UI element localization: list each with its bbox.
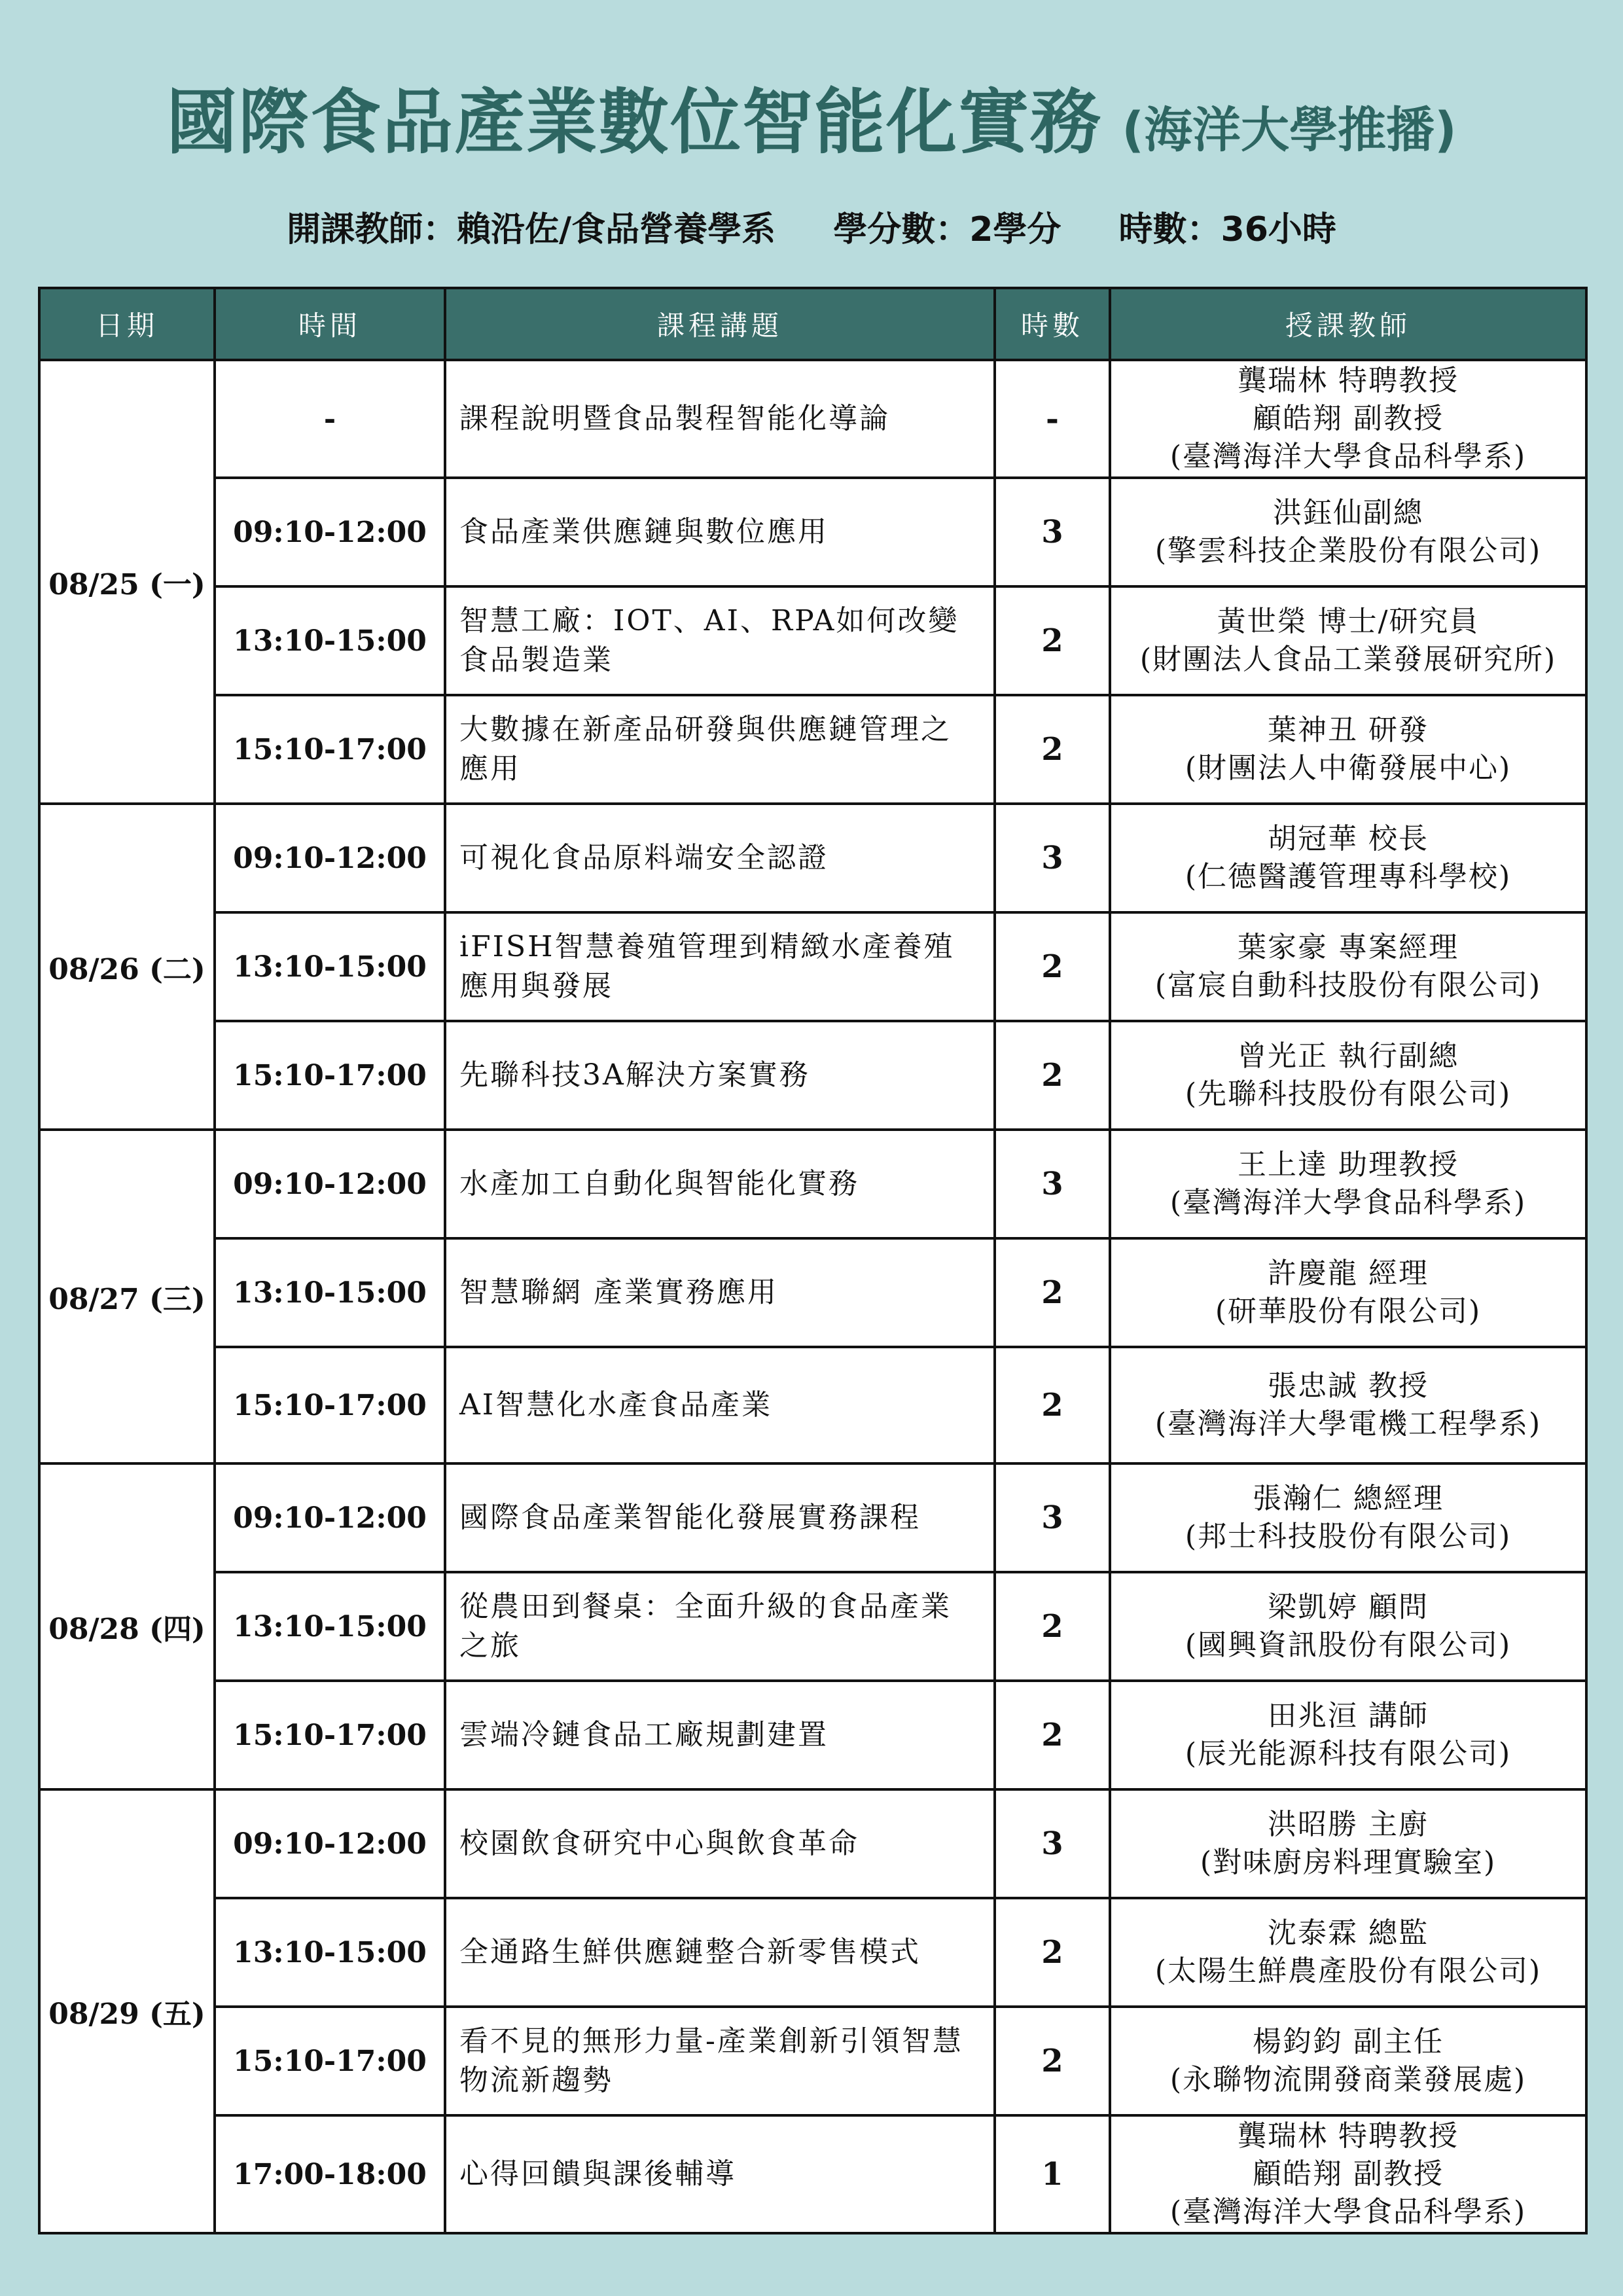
instructor-line: (擎雲科技企業股份有限公司)	[1154, 534, 1542, 567]
instructor-line: 梁凱婷 顧問	[1268, 1590, 1429, 1624]
time-cell: 15:10-17:00	[215, 1347, 445, 1463]
instructor-line: 楊鈞鈞 副主任	[1253, 2025, 1444, 2058]
course-title: 國際食品產業數位智能化實務	[166, 82, 1103, 164]
column-header-hours: 時數	[995, 288, 1110, 360]
table-row	[39, 1021, 1586, 1130]
table-row	[39, 1898, 1586, 2007]
instructor-line: 顧皓翔 副教授	[1253, 402, 1444, 435]
credits-label: 學分數：2學分	[833, 210, 1061, 249]
date-cell: 08/28 (四)	[39, 1463, 215, 1789]
instructor-cell	[1110, 1347, 1586, 1463]
schedule-table	[38, 287, 1588, 2234]
instructor-line: (對味廚房料理實驗室)	[1200, 1846, 1497, 1879]
instructor-cell	[1110, 586, 1586, 695]
course-info	[0, 202, 1623, 251]
hours-cell: 2	[995, 586, 1110, 695]
topic-cell: 國際食品產業智能化發展實務課程	[445, 1463, 995, 1572]
instructor-cell	[1110, 1898, 1586, 2007]
hours-cell: 2	[995, 1572, 1110, 1681]
instructor-line: 沈泰霖 總監	[1268, 1916, 1429, 1950]
instructor-line: (國興資訊股份有限公司)	[1185, 1628, 1512, 1662]
instructor-cell	[1110, 2115, 1586, 2233]
instructor-line: 洪鈺仙副總	[1273, 496, 1423, 529]
instructor-line: 龔瑞林 特聘教授	[1238, 2119, 1459, 2153]
table-row	[39, 586, 1586, 695]
column-header-instructor: 授課教師	[1110, 288, 1586, 360]
time-cell: 15:10-17:00	[215, 1021, 445, 1130]
time-cell: -	[215, 360, 445, 478]
instructor-line: (富宸自動科技股份有限公司)	[1154, 969, 1542, 1002]
topic-cell: 水產加工自動化與智能化實務	[445, 1130, 995, 1238]
topic-cell: iFISH智慧養殖管理到精緻水產養殖應用與發展	[445, 912, 995, 1021]
instructor-line: (辰光能源科技有限公司)	[1185, 1737, 1512, 1770]
column-header-time: 時間	[215, 288, 445, 360]
schedule-body	[39, 360, 1586, 2233]
date-cell: 08/29 (五)	[39, 1789, 215, 2233]
table-row	[39, 1572, 1586, 1681]
instructor-cell	[1110, 478, 1586, 586]
topic-cell: 智慧工廠：IOT、AI、RPA如何改變食品製造業	[445, 586, 995, 695]
instructor-line: 王上達 助理教授	[1238, 1148, 1459, 1181]
instructor-line: (邦士科技股份有限公司)	[1185, 1520, 1512, 1553]
table-row	[39, 1789, 1586, 1898]
time-cell: 09:10-12:00	[215, 804, 445, 912]
topic-cell: 從農田到餐桌：全面升級的食品產業之旅	[445, 1572, 995, 1681]
table-row	[39, 1463, 1586, 1572]
topic-cell: 校園飲食研究中心與飲食革命	[445, 1789, 995, 1898]
hours-cell: 3	[995, 1463, 1110, 1572]
instructor-line: (臺灣海洋大學食品科學系)	[1169, 1186, 1527, 1219]
instructor-cell	[1110, 912, 1586, 1021]
instructor-line: 許慶龍 經理	[1268, 1257, 1429, 1290]
hours-cell: 3	[995, 1130, 1110, 1238]
table-row	[39, 912, 1586, 1021]
hours-cell: 2	[995, 2007, 1110, 2115]
hours-cell: -	[995, 360, 1110, 478]
instructor-line: (臺灣海洋大學食品科學系)	[1169, 2195, 1527, 2229]
instructor-line: 洪昭勝 主廚	[1268, 1808, 1429, 1841]
topic-cell: 課程說明暨食品製程智能化導論	[445, 360, 995, 478]
instructor-cell	[1110, 1130, 1586, 1238]
time-cell: 09:10-12:00	[215, 478, 445, 586]
table-row	[39, 1681, 1586, 1789]
hours-cell: 2	[995, 1898, 1110, 2007]
instructor-line: 黃世榮 博士/研究員	[1217, 605, 1480, 638]
instructor-cell	[1110, 804, 1586, 912]
instructor-line: (先聯科技股份有限公司)	[1185, 1077, 1512, 1111]
time-cell: 09:10-12:00	[215, 1463, 445, 1572]
table-row	[39, 2007, 1586, 2115]
instructor-line: 張瀚仁 總經理	[1253, 1482, 1444, 1515]
time-cell: 13:10-15:00	[215, 1898, 445, 2007]
topic-cell: 心得回饋與課後輔導	[445, 2115, 995, 2233]
instructor-line: 顧皓翔 副教授	[1253, 2157, 1444, 2191]
topic-cell: 可視化食品原料端安全認證	[445, 804, 995, 912]
topic-cell: AI智慧化水產食品產業	[445, 1347, 995, 1463]
time-cell: 17:00-18:00	[215, 2115, 445, 2233]
instructor-cell	[1110, 1463, 1586, 1572]
topic-cell: 智慧聯網 產業實務應用	[445, 1238, 995, 1347]
instructor-cell	[1110, 1021, 1586, 1130]
time-cell: 09:10-12:00	[215, 1130, 445, 1238]
instructor-line: 張忠誠 教授	[1268, 1369, 1429, 1403]
instructor-cell	[1110, 695, 1586, 804]
page-title	[0, 65, 1623, 167]
hours-cell: 3	[995, 804, 1110, 912]
topic-cell: 大數據在新產品研發與供應鏈管理之應用	[445, 695, 995, 804]
hours-cell: 2	[995, 1021, 1110, 1130]
hours-cell: 2	[995, 912, 1110, 1021]
hours-cell: 2	[995, 1347, 1110, 1463]
time-cell: 15:10-17:00	[215, 2007, 445, 2115]
instructor-line: (太陽生鮮農產股份有限公司)	[1154, 1954, 1542, 1988]
hours-cell: 3	[995, 478, 1110, 586]
topic-cell: 食品產業供應鏈與數位應用	[445, 478, 995, 586]
instructor-cell	[1110, 2007, 1586, 2115]
table-row	[39, 1238, 1586, 1347]
table-row	[39, 804, 1586, 912]
topic-cell: 全通路生鮮供應鏈整合新零售模式	[445, 1898, 995, 2007]
hours-cell: 2	[995, 1681, 1110, 1789]
hours-cell: 2	[995, 1238, 1110, 1347]
time-cell: 09:10-12:00	[215, 1789, 445, 1898]
table-row	[39, 360, 1586, 478]
table-header-row	[39, 288, 1586, 360]
hours-cell: 3	[995, 1789, 1110, 1898]
instructor-line: 田兆洹 講師	[1268, 1699, 1429, 1732]
date-cell: 08/26 (二)	[39, 804, 215, 1130]
instructor-line: 葉家豪 專案經理	[1238, 931, 1459, 964]
topic-cell: 雲端冷鏈食品工廠規劃建置	[445, 1681, 995, 1789]
instructor-line: 葉神丑 研發	[1268, 713, 1429, 747]
instructor-line: 龔瑞林 特聘教授	[1238, 364, 1459, 397]
table-row	[39, 1347, 1586, 1463]
hours-cell: 2	[995, 695, 1110, 804]
instructor-cell	[1110, 1572, 1586, 1681]
course-subtitle: (海洋大學推播)	[1122, 102, 1457, 158]
table-row	[39, 2115, 1586, 2233]
instructor-cell	[1110, 360, 1586, 478]
instructor-line: (臺灣海洋大學食品科學系)	[1169, 440, 1527, 473]
time-cell: 13:10-15:00	[215, 586, 445, 695]
instructor-line: 胡冠華 校長	[1268, 822, 1429, 855]
instructor-cell	[1110, 1238, 1586, 1347]
instructor-cell	[1110, 1789, 1586, 1898]
table-row	[39, 1130, 1586, 1238]
column-header-date: 日期	[39, 288, 215, 360]
time-cell: 13:10-15:00	[215, 912, 445, 1021]
instructor-line: (仁德醫護管理專科學校)	[1185, 860, 1512, 893]
table-row	[39, 478, 1586, 586]
instructor-line: 曾光正 執行副總	[1238, 1039, 1459, 1073]
time-cell: 15:10-17:00	[215, 1681, 445, 1789]
hours-cell: 1	[995, 2115, 1110, 2233]
instructor-line: (臺灣海洋大學電機工程學系)	[1154, 1407, 1542, 1441]
teacher-label: 開課教師：賴沿佐/食品營養學系	[287, 210, 776, 249]
instructor-line: (永聯物流開發商業發展處)	[1169, 2063, 1527, 2096]
table-row	[39, 695, 1586, 804]
instructor-line: (研華股份有限公司)	[1215, 1295, 1482, 1328]
date-cell: 08/27 (三)	[39, 1130, 215, 1463]
hours-label: 時數：36小時	[1118, 210, 1336, 249]
time-cell: 13:10-15:00	[215, 1238, 445, 1347]
topic-cell: 先聯科技3A解決方案實務	[445, 1021, 995, 1130]
instructor-cell	[1110, 1681, 1586, 1789]
instructor-line: (財團法人中衛發展中心)	[1185, 751, 1512, 785]
topic-cell: 看不見的無形力量-產業創新引領智慧物流新趨勢	[445, 2007, 995, 2115]
date-cell: 08/25 (一)	[39, 360, 215, 804]
time-cell: 13:10-15:00	[215, 1572, 445, 1681]
column-header-topic: 課程講題	[445, 288, 995, 360]
instructor-line: (財團法人食品工業發展研究所)	[1139, 643, 1557, 676]
time-cell: 15:10-17:00	[215, 695, 445, 804]
